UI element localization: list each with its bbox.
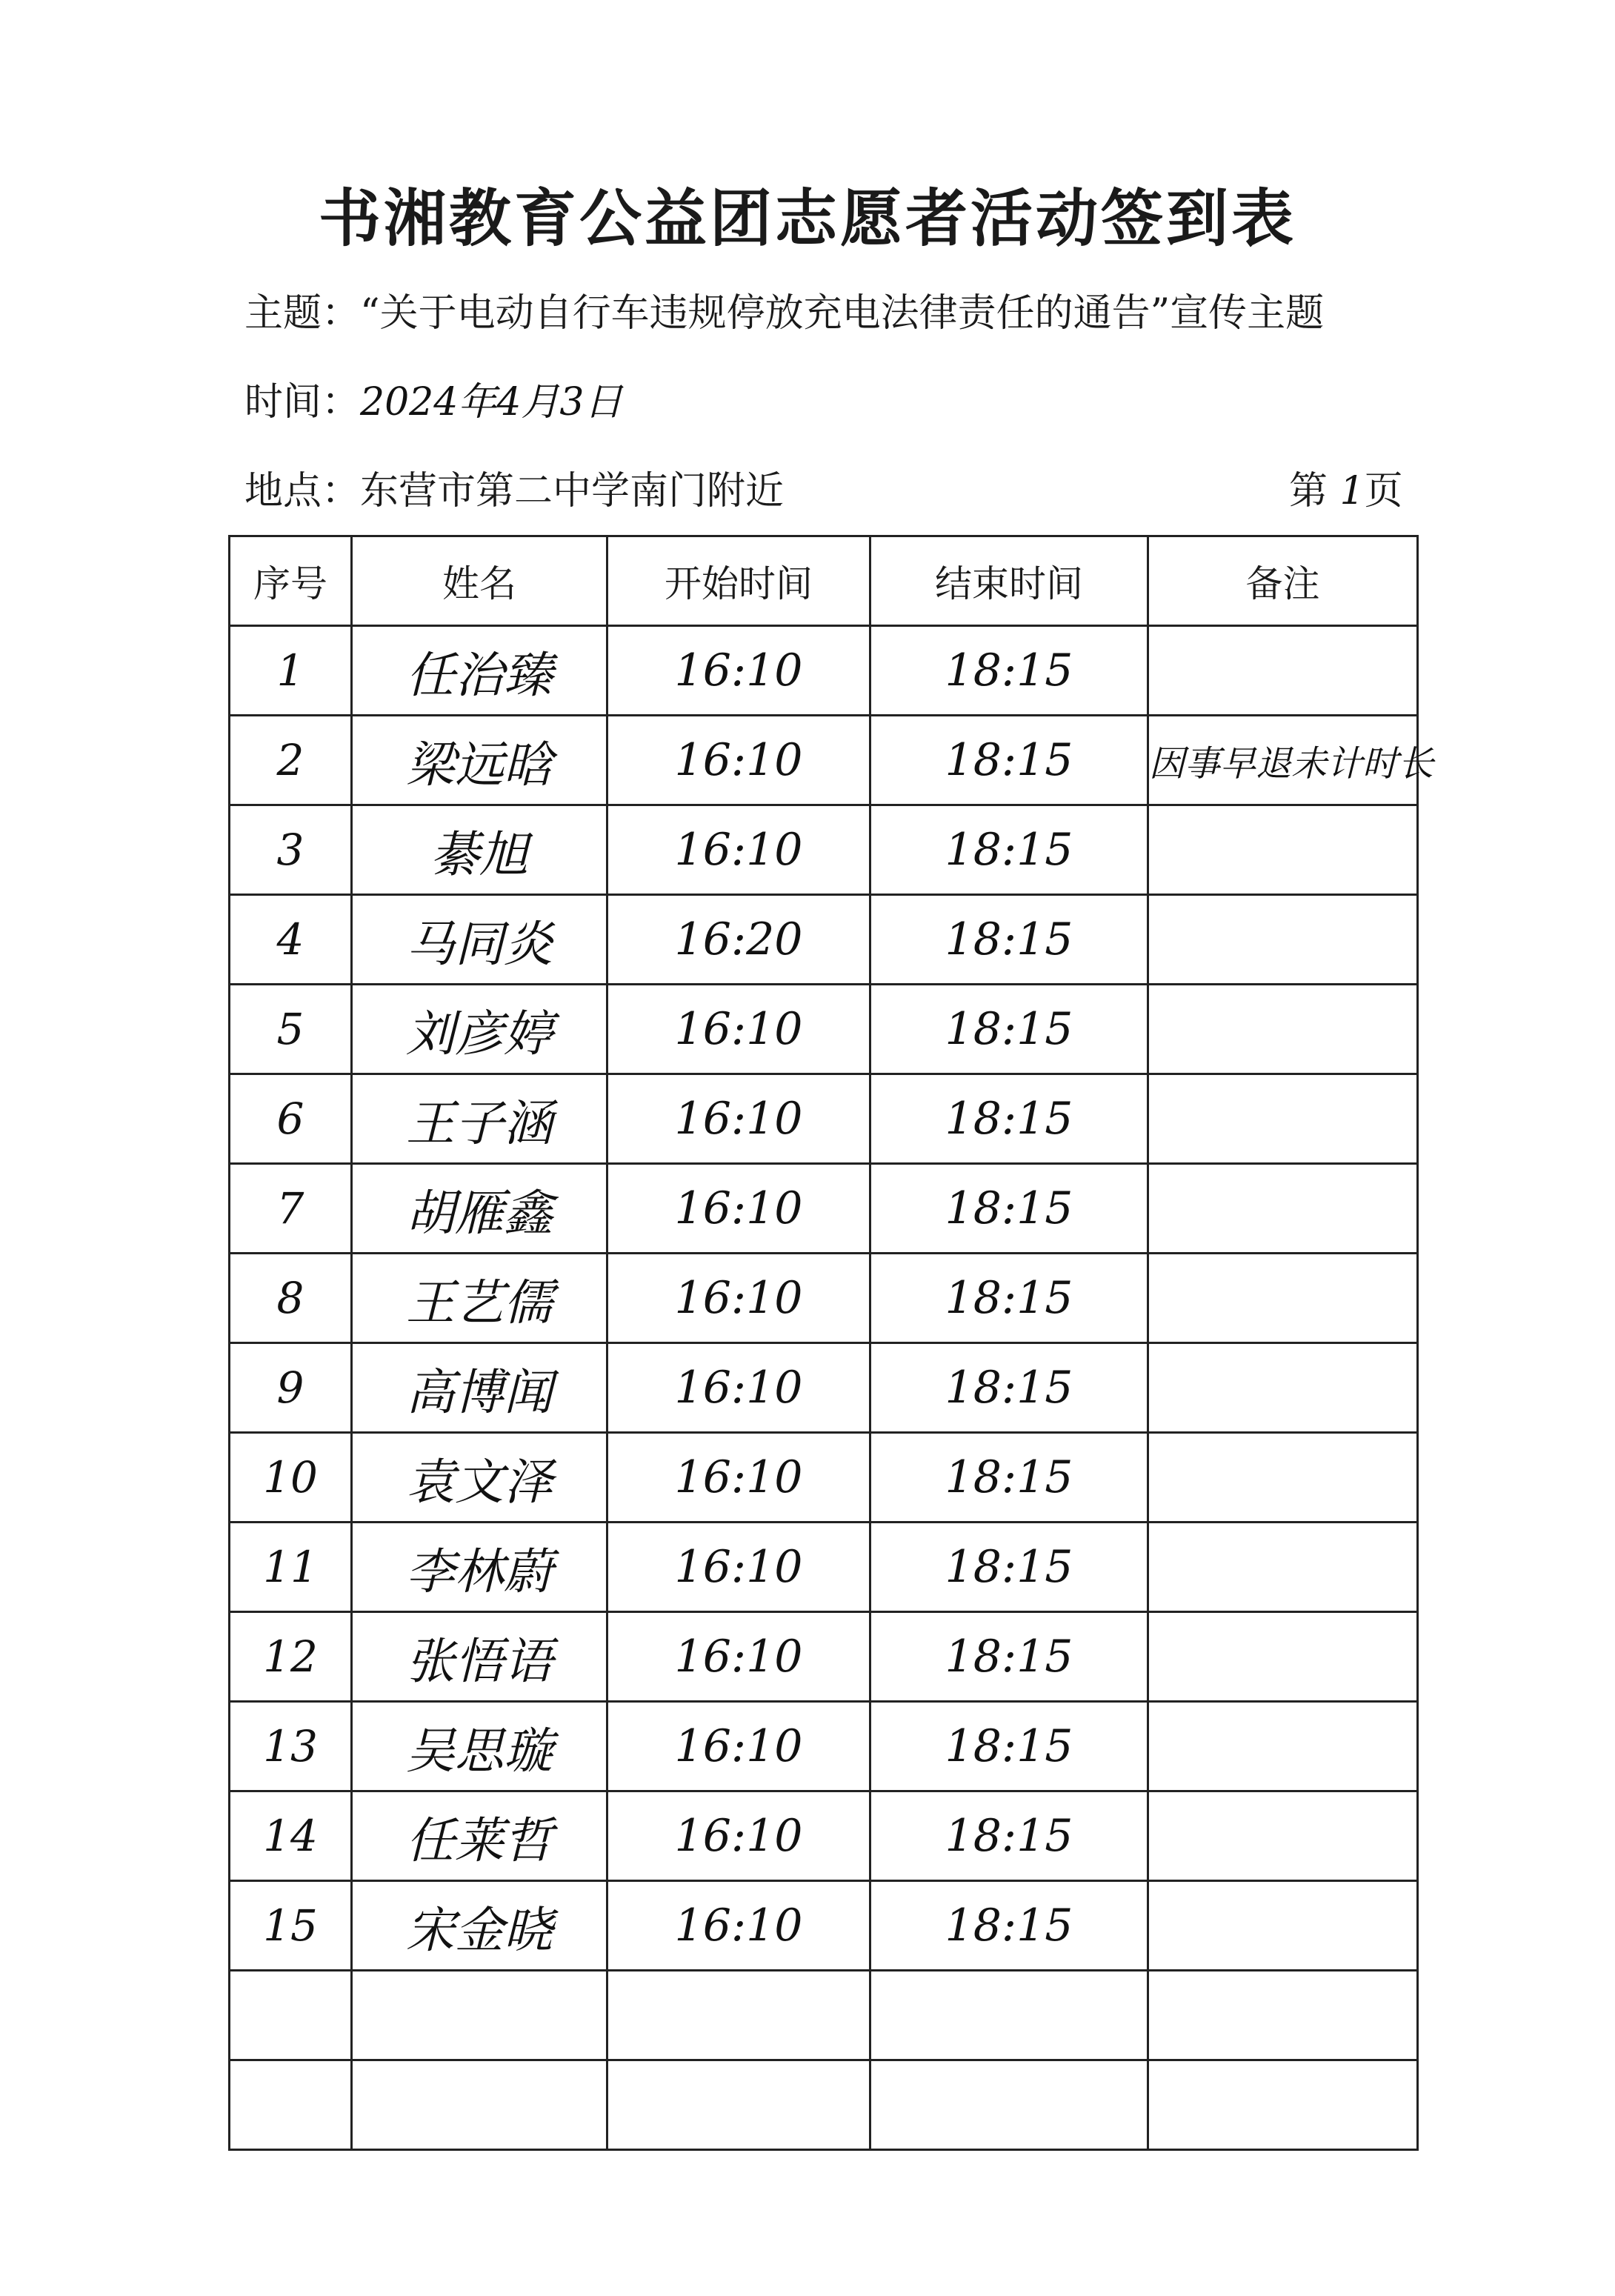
- row-note: [1148, 1343, 1418, 1433]
- row-end-time: 18:15: [870, 1164, 1148, 1254]
- time-line: [244, 370, 623, 426]
- header-note: 备注: [1148, 536, 1418, 626]
- row-name: 綦旭: [352, 805, 607, 895]
- row-start-time: 16:10: [607, 626, 870, 716]
- row-name: 李林蔚: [352, 1523, 607, 1612]
- table-row: [230, 1164, 1418, 1254]
- row-note: [1148, 1254, 1418, 1343]
- row-end-time: 18:15: [870, 1433, 1148, 1523]
- table-row: [230, 1791, 1418, 1881]
- table-row: [230, 1971, 1418, 2060]
- row-note: [1148, 716, 1434, 805]
- row-name: 王艺儒: [352, 1254, 607, 1343]
- row-note: [1148, 1164, 1418, 1254]
- row-end-time: 18:15: [870, 1343, 1148, 1433]
- page-label: 第: [1289, 469, 1328, 513]
- row-end-time: 18:15: [870, 1254, 1148, 1343]
- table-row: [230, 1881, 1418, 1971]
- row-end-time: 18:15: [870, 716, 1148, 805]
- table-row: [230, 805, 1418, 895]
- row-index: 12: [230, 1612, 352, 1702]
- row-index: [230, 2060, 352, 2150]
- row-start-time: 16:10: [607, 805, 870, 895]
- row-end-time: 18:15: [870, 1791, 1148, 1881]
- row-index: 7: [230, 1164, 352, 1254]
- row-name: 马同炎: [352, 895, 607, 985]
- row-end-time: 18:15: [870, 1074, 1148, 1164]
- signin-table: [228, 535, 1434, 2151]
- row-start-time: 16:10: [607, 1612, 870, 1702]
- row-note: [1148, 805, 1418, 895]
- row-start-time: 16:10: [607, 985, 870, 1074]
- row-end-time: 18:15: [870, 1523, 1148, 1612]
- time-label: 时间：: [244, 380, 361, 425]
- row-note: [1148, 1433, 1418, 1523]
- row-name: 梁远晗: [352, 716, 607, 805]
- page-number-value: 1: [1339, 469, 1365, 513]
- row-name: 袁文泽: [352, 1433, 607, 1523]
- row-name: 任治臻: [352, 626, 607, 716]
- location-label: 地点：: [244, 469, 361, 513]
- row-start-time: 16:10: [607, 716, 870, 805]
- row-start-time: 16:20: [607, 895, 870, 985]
- table-row: [230, 1612, 1418, 1702]
- row-end-time: 18:15: [870, 805, 1148, 895]
- row-start-time: 16:10: [607, 1702, 870, 1791]
- table-row: [230, 1702, 1418, 1791]
- row-start-time: 16:10: [607, 1074, 870, 1164]
- row-note: [1148, 1702, 1418, 1791]
- row-index: 8: [230, 1254, 352, 1343]
- row-name: 胡雁鑫: [352, 1164, 607, 1254]
- row-end-time: [870, 2060, 1148, 2150]
- row-start-time: [607, 2060, 870, 2150]
- table-row: [230, 895, 1418, 985]
- subject-line: [244, 282, 1324, 337]
- row-index: 3: [230, 805, 352, 895]
- page-suffix: 页: [1364, 469, 1403, 513]
- row-name: [352, 1971, 607, 2060]
- location-value: 东营市第二中学南门附近: [360, 469, 785, 513]
- row-note-text: 因事早退未计时长: [1149, 742, 1434, 785]
- table-row: [230, 1254, 1418, 1343]
- row-index: 14: [230, 1791, 352, 1881]
- row-index: 13: [230, 1702, 352, 1791]
- row-index: 15: [230, 1881, 352, 1971]
- row-start-time: [607, 1971, 870, 2060]
- row-start-time: 16:10: [607, 1254, 870, 1343]
- table-header-row: [230, 536, 1418, 626]
- row-name: 宋金晓: [352, 1881, 607, 1971]
- table-row: [230, 716, 1418, 805]
- table-row: [230, 985, 1418, 1074]
- row-start-time: 16:10: [607, 1791, 870, 1881]
- row-index: 5: [230, 985, 352, 1074]
- time-value: 2024年4月3日: [360, 380, 623, 425]
- row-note: [1148, 985, 1418, 1074]
- table-row: [230, 1074, 1418, 1164]
- row-end-time: 18:15: [870, 1881, 1148, 1971]
- row-index: 1: [230, 626, 352, 716]
- row-name: 高博闻: [352, 1343, 607, 1433]
- row-name: 吴思璇: [352, 1702, 607, 1791]
- row-end-time: 18:15: [870, 985, 1148, 1074]
- row-end-time: 18:15: [870, 895, 1148, 985]
- header-name: 姓名: [352, 536, 607, 626]
- row-index: 10: [230, 1433, 352, 1523]
- table-row: [230, 1523, 1418, 1612]
- row-note: [1148, 1881, 1418, 1971]
- header-start-time: 开始时间: [607, 536, 870, 626]
- row-start-time: 16:10: [607, 1523, 870, 1612]
- row-note: [1148, 895, 1418, 985]
- row-name: 刘彦婷: [352, 985, 607, 1074]
- row-index: 9: [230, 1343, 352, 1433]
- row-note: [1148, 1074, 1418, 1164]
- row-start-time: 16:10: [607, 1433, 870, 1523]
- page-number: [1289, 459, 1403, 515]
- row-start-time: 16:10: [607, 1164, 870, 1254]
- row-note: [1148, 1791, 1418, 1881]
- row-end-time: 18:15: [870, 1702, 1148, 1791]
- row-name: 任莱哲: [352, 1791, 607, 1881]
- row-index: [230, 1971, 352, 2060]
- page-title: 书湘教育公益团志愿者活动签到表: [318, 182, 1296, 255]
- row-note: [1148, 1523, 1418, 1612]
- row-start-time: 16:10: [607, 1881, 870, 1971]
- row-index: 4: [230, 895, 352, 985]
- row-end-time: [870, 1971, 1148, 2060]
- subject-value: “关于电动自行车违规停放充电法律责任的通告”宣传主题: [360, 291, 1325, 336]
- subject-label: 主题：: [244, 291, 361, 336]
- row-name: 张悟语: [352, 1612, 607, 1702]
- row-end-time: 18:15: [870, 1612, 1148, 1702]
- row-name: 王子涵: [352, 1074, 607, 1164]
- row-index: 6: [230, 1074, 352, 1164]
- row-start-time: 16:10: [607, 1343, 870, 1433]
- table-row: [230, 2060, 1418, 2150]
- row-end-time: 18:15: [870, 626, 1148, 716]
- header-index: 序号: [230, 536, 352, 626]
- row-index: 11: [230, 1523, 352, 1612]
- row-name: [352, 2060, 607, 2150]
- table-row: [230, 1433, 1418, 1523]
- row-index: 2: [230, 716, 352, 805]
- location-line: [244, 459, 784, 515]
- header-end-time: 结束时间: [870, 536, 1148, 626]
- row-note: [1148, 2060, 1418, 2150]
- table-row: [230, 1343, 1418, 1433]
- table-row: [230, 626, 1418, 716]
- row-note: [1148, 1971, 1418, 2060]
- row-note: [1148, 626, 1418, 716]
- row-note: [1148, 1612, 1418, 1702]
